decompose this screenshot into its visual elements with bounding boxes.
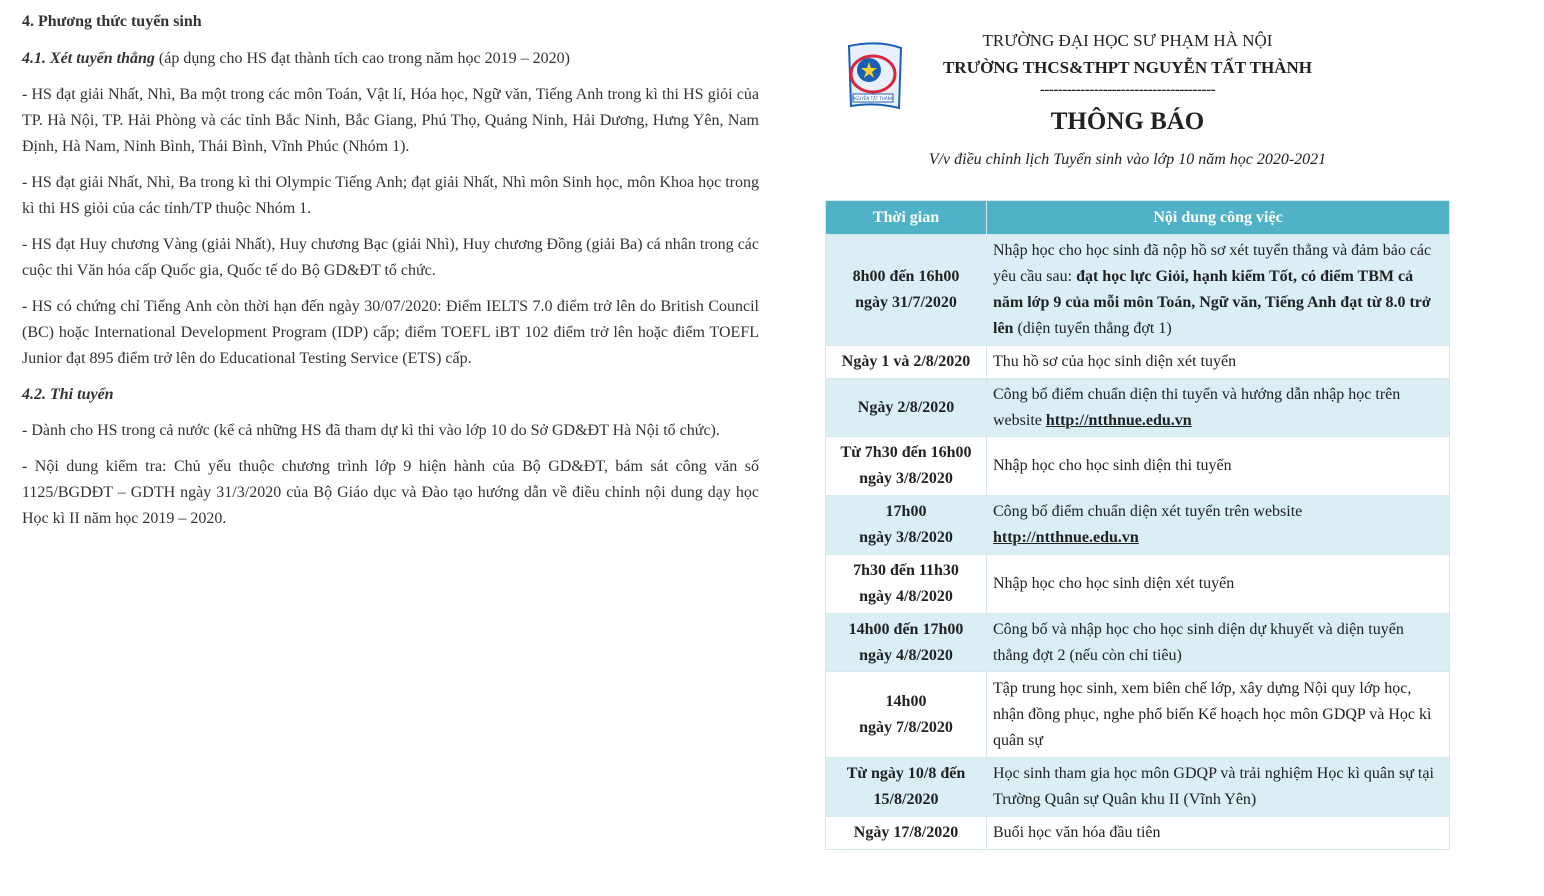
website-link[interactable]: http://ntthnue.edu.vn [1045, 411, 1192, 429]
time-cell: Ngày 17/8/2020 [826, 817, 987, 850]
table-row [826, 672, 1450, 758]
paragraph: - HS có chứng chỉ Tiếng Anh còn thời hạn đến ngày 30/07/2020: Điểm IELTS 7.0 điểm trở lên do British Council (BC) hoặc International Development Program (IDP) cấp; điểm TOEFL iBT 102 điểm trở lên hoặc điểm TOEFL Junior đạt 895 điểm trở lên do Educational Testing Service (ETS) cấp. [22, 298, 759, 367]
time-cell: 7h30 đến 11h30 ngày 4/8/2020 [826, 555, 987, 614]
university-name: TRƯỜNG ĐẠI HỌC SƯ PHẠM HÀ NỘI [982, 31, 1273, 50]
table-row [826, 235, 1450, 346]
content-cell: Tập trung học sinh, xem biên chế lớp, xây dựng Nội quy lớp học, nhận đồng phục, nghe phổ biến Kế hoạch học môn GDQP và Học kì quân sự [987, 672, 1450, 758]
article-text [22, 8, 759, 542]
website-link[interactable]: http://ntthnue.edu.vn [993, 529, 1139, 546]
content-cell: Công bố và nhập học cho học sinh diện dự khuyết và diện tuyển thẳng đợt 2 (nếu còn chỉ tiêu) [987, 614, 1450, 672]
time-cell: 8h00 đến 16h00 ngày 31/7/2020 [826, 235, 987, 346]
paragraph: - Nội dung kiểm tra: Chủ yếu thuộc chương trình lớp 9 hiện hành của Bộ GD&ĐT, bám sát công văn số 1125/BGDĐT – GDTH ngày 31/3/2020 của Bộ Giáo dục và Đào tạo hướng dẫn về điều chỉnh nội dung dạy học Học kì II năm học 2019 – 2020. [22, 458, 759, 527]
section-heading: 4. Phương thức tuyển sinh [22, 13, 202, 30]
paragraph: - HS đạt giải Nhất, Nhì, Ba trong kì thi Olympic Tiếng Anh; đạt giải Nhất, Nhì môn Sinh học, môn Khoa học trong kì thi HS giỏi của các tỉnh/TP thuộc Nhóm 1. [22, 174, 759, 217]
table-row [826, 346, 1450, 379]
time-cell: 17h00 ngày 3/8/2020 [826, 496, 987, 555]
time-cell: Từ ngày 10/8 đến 15/8/2020 [826, 758, 987, 817]
subsection-1-intro [22, 46, 759, 72]
header-time: Thời gian [826, 201, 987, 235]
content-cell: Học sinh tham gia học môn GDQP và trải nghiệm Học kì quân sự tại Trường Quân sự Quân khu II (Vĩnh Yên) [987, 758, 1450, 817]
table-row [826, 437, 1450, 496]
notice-header [825, 22, 1450, 192]
content-cell: Nhập học cho học sinh diện thi tuyển [987, 437, 1450, 496]
paragraph: - Dành cho HS trong cả nước (kể cả những HS đã tham dự kì thi vào lớp 10 do Sở GD&ĐT Hà Nội tổ chức). [22, 422, 720, 439]
subsection-2-title: 4.2. Thi tuyển [22, 386, 114, 403]
time-cell: Ngày 2/8/2020 [826, 379, 987, 437]
paragraph: - HS đạt giải Nhất, Nhì, Ba một trong các môn Toán, Vật lí, Hóa học, Ngữ văn, Tiếng Anh trong kì thi HS giỏi của TP. Hà Nội, TP. Hải Phòng và các tỉnh Bắc Ninh, Bắc Giang, Phú Thọ, Quảng Ninh, Hải Dương, Hưng Yên, Nam Định, Hà Nam, Ninh Bình, Thái Bình, Vĩnh Phúc (Nhóm 1). [22, 86, 759, 155]
table-row [826, 817, 1450, 850]
content-cell: Nhập học cho học sinh diện xét tuyển [987, 555, 1450, 614]
schedule-table [825, 200, 1450, 850]
subsection-1-note: (áp dụng cho HS đạt thành tích cao trong năm học 2019 – 2020) [154, 50, 570, 67]
content-cell: Công bố điểm chuẩn diện thi tuyển và hướng dẫn nhập học trên website http://ntthnue.edu.vn [987, 379, 1450, 437]
table-row [826, 555, 1450, 614]
content-cell: Nhập học cho học sinh đã nộp hồ sơ xét tuyển thẳng và đảm bảo các yêu cầu sau: đạt học lực Giỏi, hạnh kiểm Tốt, có điểm TBM cả năm lớp 9 của mỗi môn Toán, Ngữ văn, Tiếng Anh đạt từ 8.0 trở lên (diện tuyển thẳng đợt 1) [987, 235, 1450, 346]
table-header-row [826, 201, 1450, 235]
notice-image [825, 22, 1450, 841]
table-row [826, 758, 1450, 817]
paragraph: - HS đạt Huy chương Vàng (giải Nhất), Huy chương Bạc (giải Nhì), Huy chương Đồng (giải Ba) cá nhân trong các cuộc thi Văn hóa cấp Quốc gia, Quốc tế do Bộ GD&ĐT tổ chức. [22, 236, 759, 279]
notice-subtitle: V/v điều chỉnh lịch Tuyển sinh vào lớp 10 năm học 2020-2021 [928, 151, 1327, 168]
content-cell: Thu hồ sơ của học sinh diện xét tuyển [987, 346, 1450, 379]
school-name: TRƯỜNG THCS&THPT NGUYỄN TẤT THÀNH [942, 58, 1313, 77]
notice-title: THÔNG BÁO [1050, 108, 1205, 135]
content-cell: Buổi học văn hóa đầu tiên [987, 817, 1450, 850]
logo-text: NGUYỄN TẤT THÀNH [852, 96, 894, 101]
table-row [826, 614, 1450, 672]
header-content: Nội dung công việc [987, 201, 1450, 235]
table-row [826, 496, 1450, 555]
separator: --------------------------------------- [1039, 82, 1216, 98]
time-cell: 14h00 đến 17h00 ngày 4/8/2020 [826, 614, 987, 672]
subsection-1-title: 4.1. Xét tuyển thẳng [22, 50, 155, 67]
time-cell: Từ 7h30 đến 16h00 ngày 3/8/2020 [826, 437, 987, 496]
table-row [826, 379, 1450, 437]
time-cell: Ngày 1 và 2/8/2020 [826, 346, 987, 379]
time-cell: 14h00 ngày 7/8/2020 [826, 672, 987, 758]
content-cell: Công bố điểm chuẩn diện xét tuyển trên website http://ntthnue.edu.vn [987, 496, 1450, 555]
